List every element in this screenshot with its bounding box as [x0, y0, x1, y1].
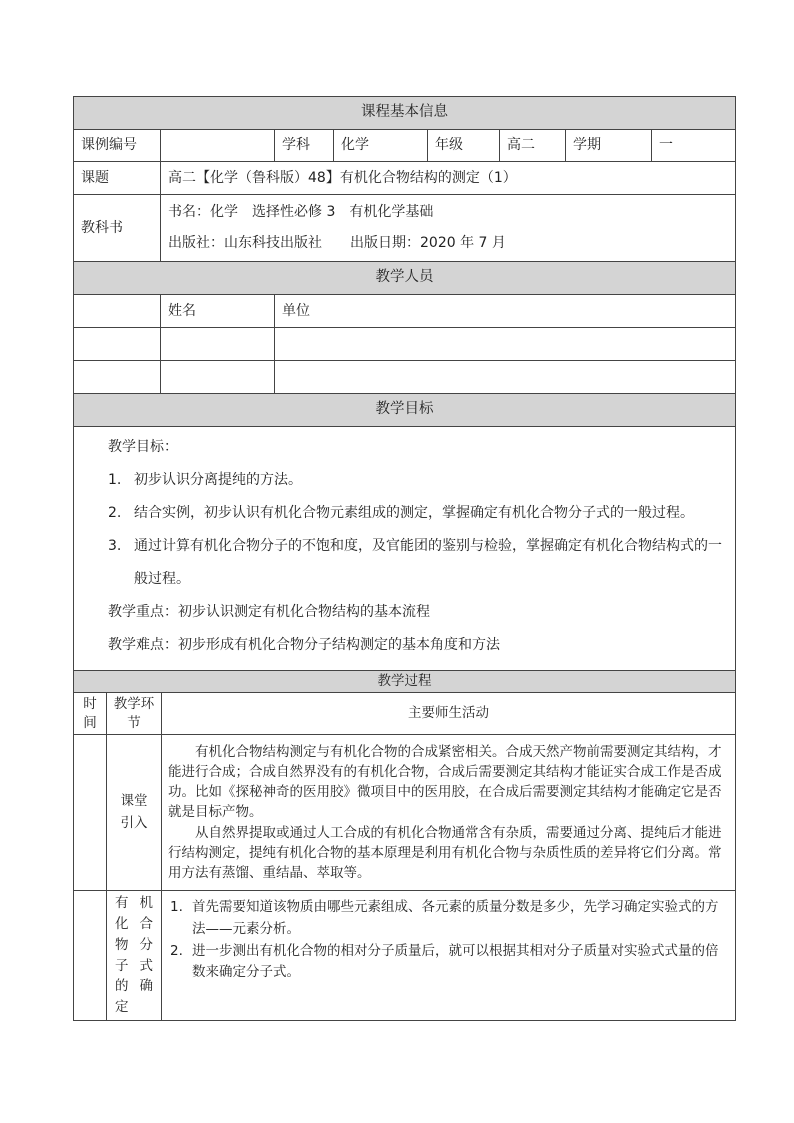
objective-number: 1.: [108, 472, 122, 488]
objective-number: 3.: [108, 538, 122, 554]
textbook-line-publisher: 出版社：山东科技出版社 出版日期：2020 年 7 月: [168, 235, 506, 251]
activity-paragraph: 从自然界提取或通过人工合成的有机化合物通常含有杂质，需要通过分离、提纯后才能进行结构测定，提纯有机化合物的基本原理是利用有机化合物与杂质性质的差异将它们分离。常用方法有蒸馏、重结晶、萃取等。: [168, 824, 722, 882]
case-no-value: [161, 130, 275, 162]
textbook-label: 教科书: [74, 195, 161, 262]
staff-row-1-cell: [74, 328, 161, 361]
lesson-info-table: [73, 96, 736, 671]
step-number: 2.: [170, 942, 183, 959]
col-phase-header: 教学环节: [107, 693, 162, 735]
process-activity: [162, 735, 736, 891]
key-point: 教学重点：初步认识测定有机化合物结构的基本流程: [108, 604, 430, 620]
step-text: 进一步测出有机化合物的相对分子质量后，就可以根据其相对分子质量对实验式式量的倍数来确定分子式。: [192, 942, 719, 981]
objectives-header: 教学目标: [74, 394, 736, 427]
teaching-process-table: [73, 670, 736, 1021]
grade-label: 年级: [428, 130, 500, 162]
step-text: 首先需要知道该物质由哪些元素组成、各元素的质量分数是多少，先学习确定实验式的方法——元素分析。: [192, 899, 719, 937]
textbook-value: [161, 195, 736, 262]
process-phase: 有机化合物分子式的确定: [107, 891, 162, 1021]
term-label: 学期: [566, 130, 652, 162]
staff-blank-cell: [74, 295, 161, 328]
col-activity-header: 主要师生活动: [162, 693, 736, 735]
activity-step: [170, 941, 727, 984]
staff-unit-label: 单位: [275, 295, 736, 328]
staff-row-1-name: [161, 328, 275, 361]
staff-row-1-unit: [275, 328, 736, 361]
grade-value: 高二: [500, 130, 566, 162]
staff-header: 教学人员: [74, 262, 736, 295]
objective-number: 2.: [108, 505, 122, 521]
objective-item: [108, 530, 725, 596]
objective-item: [108, 497, 725, 530]
process-phase: 课堂引入: [107, 735, 162, 891]
process-header: 教学过程: [74, 671, 736, 693]
step-number: 1.: [170, 899, 183, 916]
textbook-line-title: 书名：化学 选择性必修 3 有机化学基础: [168, 204, 434, 220]
objectives-body: [74, 427, 736, 671]
process-time-cell: [74, 735, 107, 891]
objective-text: 初步认识分离提纯的方法。: [134, 472, 302, 488]
staff-row-2-cell: [74, 361, 161, 394]
case-no-label: 课例编号: [74, 130, 161, 162]
process-activity: [162, 891, 736, 1021]
objective-text: 结合实例，初步认识有机化合物元素组成的测定，掌握确定有机化合物分子式的一般过程。: [134, 505, 694, 521]
activity-step: [170, 897, 727, 940]
objective-item: [108, 464, 725, 497]
process-time-cell: [74, 891, 107, 1021]
topic-value: 高二【化学（鲁科版）48】有机化合物结构的测定（1）: [161, 162, 736, 195]
lesson-plan-page: [73, 96, 735, 1021]
course-info-header: 课程基本信息: [74, 97, 736, 130]
objective-text: 通过计算有机化合物分子的不饱和度，及官能团的鉴别与检验，掌握确定有机化合物结构式的一般过程。: [134, 538, 722, 587]
term-value: 一: [652, 130, 736, 162]
topic-label: 课题: [74, 162, 161, 195]
staff-row-2-unit: [275, 361, 736, 394]
subject-label: 学科: [275, 130, 334, 162]
col-time-header: 时间: [74, 693, 107, 735]
objectives-intro: 教学目标：: [108, 439, 178, 455]
subject-value: 化学: [334, 130, 428, 162]
staff-row-2-name: [161, 361, 275, 394]
activity-paragraph: 有机化合物结构测定与有机化合物的合成紧密相关。合成天然产物前需要测定其结构，才能进行合成；合成自然界没有的有机化合物，合成后需要测定其结构才能证实合成工作是否成功。比如《探秘神奇的医用胶》微项目中的医用胶，在合成后需要测定其结构才能确定它是否就是目标产物。: [168, 743, 722, 821]
staff-name-label: 姓名: [161, 295, 275, 328]
difficult-point: 教学难点：初步形成有机化合物分子结构测定的基本角度和方法: [108, 637, 500, 653]
